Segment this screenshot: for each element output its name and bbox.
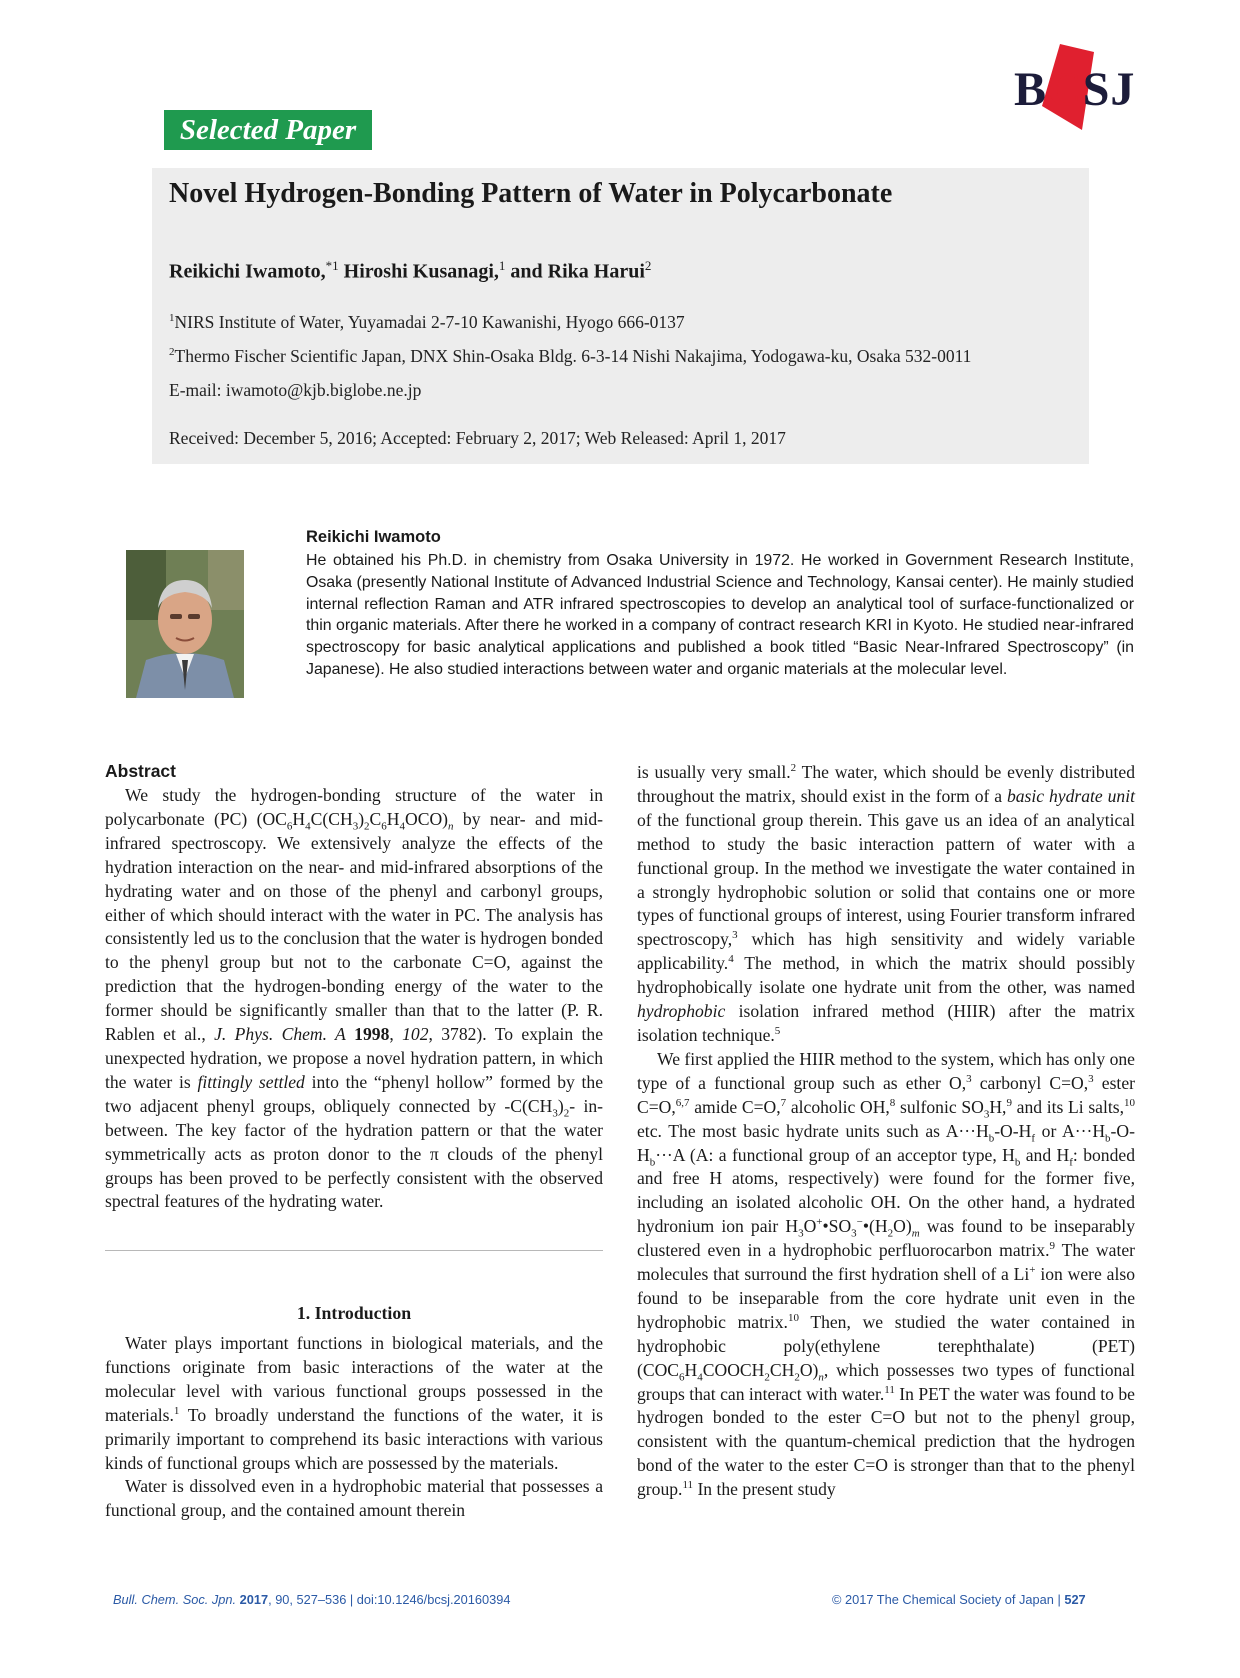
footer-citation (113, 1592, 510, 1607)
journal-logo (1014, 40, 1144, 130)
logo-letters: BCSJ (1014, 63, 1136, 116)
abstract-body: We study the hydrogen-bonding structure of the water in polycarbonate (PC) $(OC_6H_4C(CH_3)_2C_6H_4OCO)_n$ by near- and mid-infrared spectroscopy. We extensively analyze the effects of the hydration interaction on the near- and mid-infrared absorptions of the hydrating water and on those of the phenyl and carbonyl groups, either of which should interact with the water in PC. The analysis has consistently led us to the conclusion that the water is hydrogen bonded to the phenyl group but not to the carbonate C=O, against the prediction that the hydrogen-bonding energy of the water to the former should be significantly smaller than that to the latter (P. R. Rablen et al., J. Phys. Chem. A 1998, 102, 3782). To explain the unexpected hydration, we propose a novel hydration pattern, in which the water is fittingly settled into the “phenyl hollow” formed by the two adjacent phenyl groups, obliquely connected by $-C(CH_3)_2-$ in-between. The key factor of the hydration pattern or that the water symmetrically acts as proton donor to the π clouds of the phenyl groups has been proved to be perfectly consistent with the observed spectral features of the hydrating water. (105, 785, 604, 1212)
author-name: Reikichi Iwamoto, (169, 260, 326, 283)
bio-author-name: Reikichi Iwamoto (306, 528, 441, 546)
author-mark: 1 (498, 258, 506, 273)
page-number: 527 (1064, 1592, 1086, 1607)
author-name: and Rika Harui (505, 260, 645, 283)
footer-doi[interactable]: , 90, 527–536 | doi:10.1246/bcsj.20160394 (268, 1592, 511, 1607)
introduction-body-left: Water plays important functions in biological materials, and the functions originate from basic interactions of the water at the molecular level with various functional groups possessed in the materials.$^1$ To broadly understand the functions of the water, it is primarily important to comprehend its basic interactions with various kinds of functional groups which are possessed by the materials. Water is dissolved even in a hydrophobic material that possesses a functional group, and the contained amount therein (105, 1333, 603, 1521)
article-dates: Received: December 5, 2016; Accepted: February 2, 2017; Web Released: April 1, 2017 (169, 428, 786, 448)
introduction-heading: 1. Introduction (296, 1303, 412, 1323)
footer-journal: Bull. Chem. Soc. Jpn. (113, 1592, 237, 1607)
footer-year: 2017 (239, 1592, 269, 1607)
author-mark: *1 (325, 258, 339, 273)
author-photo (126, 550, 244, 698)
author-list (169, 258, 651, 284)
introduction-body-right: is usually very small.$^2$ The water, which should be evenly distributed throughout the matrix, should exist in the form of a basic hydrate unit of the functional group therein. This gave us an idea of an analytical method to study the basic interaction pattern of water with a functional group. In the method we investigate the water contained in a strongly hydrophobic solution or solid that contains one or more types of functional groups of interest, using Fourier transform infrared spectroscopy,$^3$ which has high sensitivity and widely variable applicability.$^4$ The method, in which the matrix should possibly hydrophobically isolate one hydrate unit from the other, was named hydrophobic isolation infrared method (HIIR) after the matrix isolation technique.$^5$ We first applied the HIIR method to the system, which has only one type of a functional group such as ether O,$^3$ carbonyl C=O,$^3$ ester C=O,$^{6,7}$ amide C=O,$^7$ alcoholic OH,$^8$ sulfonic $SO_3H,^9$ and its Li salts,$^{10}$ etc. The most basic hydrate units such as $A\cdot\cdot\cdot H_b-O-H_f$ or $A\cdot\cdot\cdot H_b-O-H_b\cdot\cdot\cdot A$ (A: a functional group of an acceptor type, $H_b$ and $H_f$: bonded and free H atoms, respectively) were found for the former five, including an isolated alcoholic OH. On the other hand, a hydrated hydronium ion pair $H_3O^+•SO_3^-•(H_2O)_m$ was found to be inseparably clustered even in a hydrophobic perfluorocarbon matrix.$^9$ The water molecules that surround the first hydration shell of a Li+ ion were also found to be inseparable from the core hydrate unit even in the hydrophobic matrix.$^{10}$ Then, we studied the water contained in hydrophobic poly(ethylene terephthalate) (PET) $(COC_6H_4COOCH_2CH_2O)_n$, which possesses two types of functional groups that can interact with water.$^{11}$ In PET the water was found to be hydrogen bonded to the ester C=O but not to the phenyl group, consistent with the quantum-chemical prediction that the hydrogen bond of the water to the ester C=O is stronger than that to the phenyl group.$^{11}$ In the present study (637, 762, 1136, 1500)
article-title: Novel Hydrogen-Bonding Pattern of Water in Polycarbonate (169, 178, 893, 209)
affiliation-1: $^1$NIRS Institute of Water, Yuyamadai 2-7-10 Kawanishi, Hyogo 666-0137 (169, 312, 685, 332)
footer-copyright: © 2017 The Chemical Society of Japan | 527 (832, 1592, 1086, 1607)
selected-paper-badge: Selected Paper (164, 110, 372, 150)
abstract-divider (105, 1250, 603, 1251)
author-email: E-mail: iwamoto@kjb.biglobe.ne.jp (169, 380, 422, 400)
author-name: Hiroshi Kusanagi, (338, 260, 499, 283)
bio-text: He obtained his Ph.D. in chemistry from Osaka University in 1972. He worked in Government Research Institute, Osaka (presently National Institute of Advanced Industrial Science and Technology, Kansai center). He mainly studied internal reflection Raman and ATR infrared spectroscopies to develop an analytical tool of surface-functionalized or thin organic materials. After there he worked in a company of contract research KRI in Kyoto. He studied near-infrared spectroscopy for basic analytical applications and published a book titled “Basic Near-Infrared Spectroscopy” (in Japanese). He also studied interactions between water and organic materials at the molecular level. (306, 552, 1134, 678)
abstract-heading: Abstract (105, 761, 176, 781)
affiliation-2: $^2$Thermo Fischer Scientific Japan, DNX Shin-Osaka Bldg. 6-3-14 Nishi Nakajima, Yodogawa-ku, Osaka 532-0011 (169, 346, 972, 366)
author-mark: 2 (644, 258, 652, 273)
